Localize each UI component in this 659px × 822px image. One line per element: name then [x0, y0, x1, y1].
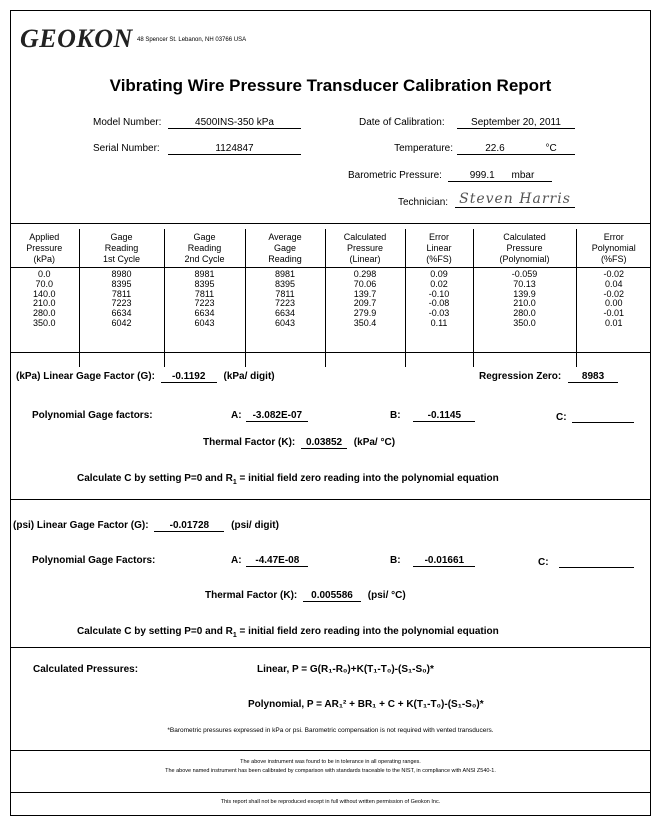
calc-c-text: Calculate C by setting P=0 and R: [77, 473, 233, 484]
table-cell: 0.00: [576, 299, 651, 309]
table-row: [10, 309, 651, 319]
table-cell: -0.01: [576, 309, 651, 319]
column-header-text: Applied Pressure (kPa): [26, 232, 63, 264]
table-cell: 0.09: [405, 268, 473, 280]
kpa-linear-gage-factor: [16, 371, 275, 383]
psi-poly-a: [231, 555, 308, 567]
table-row: [10, 299, 651, 309]
table-cell: -0.03: [405, 309, 473, 319]
table-cell: 8395: [245, 280, 325, 290]
psi-thermal-label: Thermal Factor (K):: [205, 590, 298, 601]
divider: [10, 647, 651, 648]
table-cell: 210.0: [473, 299, 576, 309]
linear-formula: Linear, P = G(R₁-R₀)+K(T₁-T₀)-(S₁-S₀)*: [257, 664, 434, 675]
calc-c-text: = initial field zero reading into the polynomial equation: [236, 626, 499, 637]
kpa-c-label: C:: [556, 412, 567, 423]
table-cell: 70.06: [325, 280, 405, 290]
barometric-note: *Barometric pressures expressed in kPa or psi. Barometric compensation is not required with vented transducers.: [167, 727, 494, 734]
kpa-thermal-value: 0.03852: [301, 437, 347, 449]
psi-calc-c-note: [77, 626, 499, 639]
kpa-linear-unit: (kPa/ digit): [223, 371, 275, 382]
table-cell: 350.0: [32, 317, 56, 328]
table-cell: 6634: [164, 309, 245, 319]
table-cell: 70.13: [473, 280, 576, 290]
calc-c-subscript: 1: [232, 479, 237, 486]
table-cell: 0.02: [405, 280, 473, 290]
table-cell: 7223: [245, 299, 325, 309]
table-cell: 8980: [79, 268, 164, 280]
kpa-linear-label: (kPa) Linear Gage Factor (G):: [16, 371, 155, 382]
column-header-text: Gage Reading 1st Cycle: [102, 232, 140, 264]
table-cell: 139.7: [325, 290, 405, 300]
psi-a-label: A:: [231, 555, 242, 566]
barometric-unit: mbar: [511, 170, 535, 181]
temperature-value: 22.6: [485, 143, 505, 154]
column-header-text: Error Polynomial (%FS): [591, 232, 636, 264]
psi-thermal-value: 0.005586: [303, 590, 361, 602]
column-header-text: Average Gage Reading: [268, 232, 302, 264]
column-header-text: Calculated Pressure (Polynomial): [499, 232, 550, 264]
technician-label: Technician:: [398, 197, 449, 208]
table-row: [10, 319, 651, 367]
serial-number-value: 1124847: [168, 143, 301, 155]
column-header: [79, 229, 164, 268]
table-cell: 8395: [164, 280, 245, 290]
table-cell: 280.0: [473, 309, 576, 319]
column-header-text: Gage Reading 2nd Cycle: [184, 232, 225, 264]
barometric-value: 999.1: [469, 170, 495, 181]
regression-zero-value: 8983: [568, 371, 618, 383]
table-cell: -0.08: [405, 299, 473, 309]
calc-c-subscript: 1: [232, 632, 237, 639]
psi-thermal-unit: (psi/ °C): [367, 590, 406, 601]
psi-b-label: B:: [390, 555, 401, 566]
column-header: [245, 229, 325, 268]
regression-zero-label: Regression Zero:: [479, 371, 562, 382]
temperature-field: [457, 143, 575, 155]
model-number-label: Model Number:: [93, 117, 162, 128]
column-header: [164, 229, 245, 268]
temperature-label: Temperature:: [394, 143, 453, 154]
geokon-logo: GEOKON: [20, 24, 133, 53]
table-cell: -0.10: [405, 290, 473, 300]
table-cell: 280.0: [32, 308, 56, 319]
psi-thermal-factor: [205, 590, 406, 602]
table-cell: 6042: [79, 319, 164, 367]
kpa-thermal-unit: (kPa/ °C): [353, 437, 396, 448]
column-header: [325, 229, 405, 268]
table-cell: 6043: [245, 319, 325, 367]
table-cell: -0.02: [576, 290, 651, 300]
date-value: September 20, 2011: [457, 117, 575, 129]
kpa-regression-zero: [479, 371, 618, 383]
psi-b-value: -0.01661: [413, 555, 475, 567]
kpa-calc-c-note: [77, 473, 499, 486]
kpa-poly-c: [556, 410, 634, 423]
column-header: [10, 229, 79, 268]
column-header-text: Error Linear (%FS): [426, 232, 452, 264]
table-cell: 139.9: [473, 290, 576, 300]
kpa-a-label: A:: [231, 410, 242, 421]
table-cell: -0.059: [473, 268, 576, 280]
kpa-poly-b: [390, 410, 475, 422]
kpa-thermal-label: Thermal Factor (K):: [203, 437, 296, 448]
table-cell: 8981: [245, 268, 325, 280]
calibration-table: [10, 229, 651, 367]
kpa-poly-a: [231, 410, 308, 422]
table-cell: 279.9: [325, 309, 405, 319]
table-cell: 0.11: [405, 319, 473, 367]
footer-reproduction-notice: This report shall not be reproduced except in full without written permission of Geokon Inc.: [220, 799, 441, 805]
psi-a-value: -4.47E-08: [246, 555, 308, 567]
column-header-text: Calculated Pressure (Linear): [343, 232, 387, 264]
psi-linear-unit: (psi/ digit): [231, 520, 279, 531]
table-cell: 0.0: [37, 269, 51, 279]
divider: [10, 499, 651, 500]
column-header: [405, 229, 473, 268]
table-header-row: [10, 229, 651, 268]
kpa-poly-label: Polynomial Gage factors:: [32, 410, 153, 421]
model-number-value: 4500INS-350 kPa: [168, 117, 301, 129]
technician-signature: Steven Harris: [455, 191, 575, 208]
table-cell: 210.0: [32, 298, 56, 309]
psi-linear-label: (psi) Linear Gage Factor (G):: [13, 520, 149, 531]
table-row: [10, 280, 651, 290]
table-cell: 140.0: [32, 288, 56, 299]
psi-poly-b: [390, 555, 475, 567]
table-cell: 209.7: [325, 299, 405, 309]
kpa-b-label: B:: [390, 410, 401, 421]
table-cell: 7811: [164, 290, 245, 300]
footer-calibration-statement: The above named instrument has been calibrated by comparison with standards traceable to the NIST, in compliance with ANSI Z540-1.: [165, 768, 496, 774]
temperature-unit: °C: [545, 143, 557, 154]
calc-c-text: Calculate C by setting P=0 and R: [77, 626, 233, 637]
table-cell: 8395: [79, 280, 164, 290]
table-cell: 70.0: [35, 278, 54, 289]
table-cell: 0.298: [325, 268, 405, 280]
psi-linear-value: -0.01728: [154, 520, 224, 532]
calculated-pressures-label: Calculated Pressures:: [33, 664, 139, 675]
table-cell: 7223: [164, 299, 245, 309]
kpa-c-value: [572, 410, 634, 423]
serial-number-label: Serial Number:: [93, 143, 160, 154]
table-row: [10, 268, 651, 280]
column-header: [473, 229, 576, 268]
table-cell: 0.01: [576, 319, 651, 367]
polynomial-formula: Polynomial, P = AR₁² + BR₁ + C + K(T₁-T₀)-(S₁-S₀)*: [248, 699, 484, 710]
table-cell: 350.0: [473, 319, 576, 367]
company-address: 48 Spencer St. Lebanon, NH 03766 USA: [137, 37, 247, 43]
psi-c-value: [559, 555, 634, 568]
divider: [10, 792, 651, 793]
psi-poly-c: [538, 555, 634, 568]
kpa-b-value: -0.1145: [413, 410, 475, 422]
psi-poly-label: Polynomial Gage Factors:: [32, 555, 156, 566]
barometric-field: [448, 170, 552, 182]
table-cell: 350.4: [325, 319, 405, 367]
table-cell: 0.04: [576, 280, 651, 290]
table-cell: 6634: [245, 309, 325, 319]
table-cell: 7223: [79, 299, 164, 309]
table-cell: 8981: [164, 268, 245, 280]
footer-tolerance: The above instrument was found to be in tolerance in all operating ranges.: [240, 759, 421, 765]
table-row: [10, 290, 651, 300]
calc-c-text: = initial field zero reading into the polynomial equation: [236, 473, 499, 484]
table-cell: 7811: [245, 290, 325, 300]
table-cell: -0.02: [576, 268, 651, 280]
divider: [10, 750, 651, 751]
psi-linear-gage-factor: [13, 520, 279, 532]
psi-c-label: C:: [538, 557, 549, 568]
kpa-linear-value: -0.1192: [161, 371, 217, 383]
report-title: Vibrating Wire Pressure Transducer Calibration Report: [109, 76, 552, 95]
kpa-a-value: -3.082E-07: [246, 410, 308, 422]
table-cell: 7811: [79, 290, 164, 300]
column-header: [576, 229, 651, 268]
table-cell: 6634: [79, 309, 164, 319]
table-cell: 6043: [164, 319, 245, 367]
divider: [10, 223, 651, 224]
kpa-thermal-factor: [203, 437, 395, 449]
date-label: Date of Calibration:: [359, 117, 445, 128]
barometric-label: Barometric Pressure:: [348, 170, 442, 181]
